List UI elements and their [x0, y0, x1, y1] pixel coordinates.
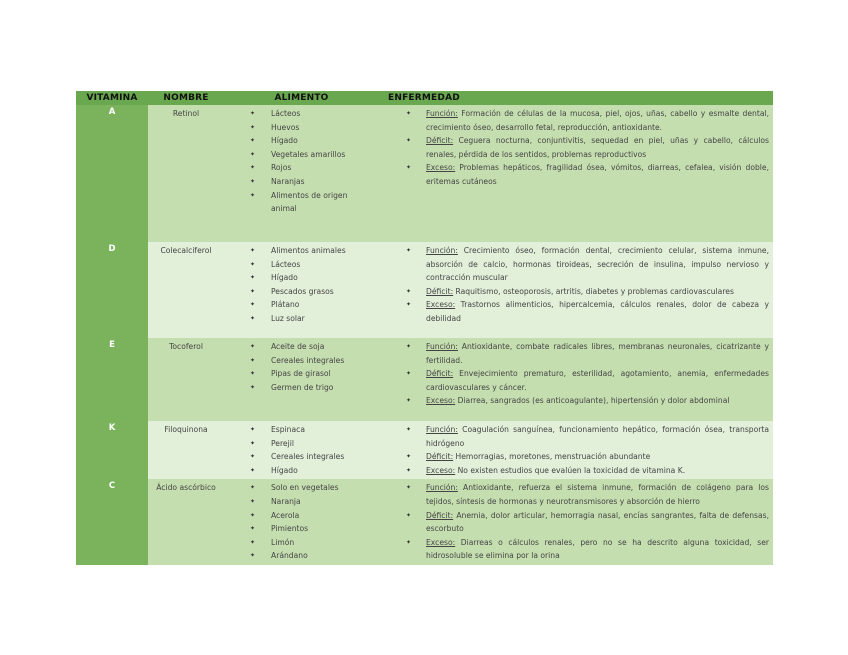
deficit-label: Déficit:	[426, 452, 454, 462]
exceso-item	[406, 464, 769, 478]
deficit-text: Ceguera nocturna, conjuntivitis, sequedad en piel, uñas y cabello, cálculos renales, pérdida de los sentidos, problemas reproductivos	[426, 136, 769, 159]
exceso-label: Exceso:	[426, 465, 456, 475]
disease-list	[383, 107, 769, 189]
exceso-text: No existen estudios que evalúen la toxicidad de vitamina K.	[455, 465, 686, 475]
exceso-item	[406, 298, 769, 325]
disease-cell	[379, 338, 773, 421]
exceso-label: Exceso:	[426, 163, 456, 173]
food-item: ✦ Rojos	[250, 161, 375, 175]
food-item: ✦ Plátano	[250, 298, 375, 312]
deficit-label: Déficit:	[426, 286, 454, 296]
food-list	[228, 107, 375, 216]
food-item: ✦ Perejil	[250, 437, 375, 451]
vitamin-letter: A	[76, 105, 148, 242]
disease-cell	[379, 421, 773, 479]
funcion-text: Antioxidante, refuerza el sistema inmune, formación de colágeno para los tejidos, síntesis de hormonas y neurotransmisores y absorción de hierro	[426, 483, 769, 506]
funcion-item	[406, 340, 769, 367]
food-item: ✦ Solo en vegetales	[250, 481, 375, 495]
vitamin-name: Filoquinona	[148, 421, 224, 479]
deficit-label: Déficit:	[426, 136, 454, 146]
food-item: ✦ Arándano	[250, 549, 375, 563]
disease-cell	[379, 105, 773, 242]
disease-list	[383, 423, 769, 477]
food-item: ✦ Luz solar	[250, 312, 375, 326]
exceso-label: Exceso:	[426, 537, 456, 547]
food-item: ✦ Lácteos	[250, 258, 375, 272]
food-item: ✦ Vegetales amarillos	[250, 148, 375, 162]
food-item: ✦ Acerola	[250, 509, 375, 523]
food-item: ✦ Naranjas	[250, 175, 375, 189]
header-enfermedad: ENFERMEDAD	[379, 91, 773, 105]
food-cell	[224, 105, 379, 242]
disease-list	[383, 244, 769, 326]
header-nombre: NOMBRE	[148, 91, 224, 105]
food-item: ✦ Aceite de soja	[250, 340, 375, 354]
exceso-text: Diarrea, sangrados (es anticoagulante), hipertensión y dolor abdominal	[455, 396, 730, 406]
deficit-item	[406, 509, 769, 536]
deficit-text: Anemia, dolor articular, hemorragia nasal, encías sangrantes, falta de defensas, escorbuto	[426, 510, 769, 534]
food-list	[228, 423, 375, 477]
vitamin-letter: E	[76, 338, 148, 421]
deficit-text: Hemorragias, moretones, menstruación abundante	[453, 452, 651, 462]
funcion-label: Función:	[426, 483, 458, 493]
food-item: ✦ Limón	[250, 536, 375, 550]
food-item: ✦ Pimientos	[250, 522, 375, 536]
funcion-label: Función:	[426, 425, 458, 434]
food-list	[228, 481, 375, 563]
food-cell	[224, 338, 379, 421]
vitamin-name: Colecalciferol	[148, 242, 224, 338]
food-item: ✦ Naranja	[250, 495, 375, 509]
vitamin-name: Tocoferol	[148, 338, 224, 421]
food-cell	[224, 479, 379, 565]
funcion-item	[406, 423, 769, 450]
food-item: ✦ Hígado	[250, 271, 375, 285]
table-row	[76, 479, 773, 565]
food-item: ✦ Lácteos	[250, 107, 375, 121]
exceso-label: Exceso:	[426, 396, 456, 406]
food-item: ✦ Cereales integrales	[250, 354, 375, 368]
exceso-item	[406, 161, 769, 188]
funcion-label: Función:	[426, 342, 458, 351]
food-item: ✦ Espinaca	[250, 423, 375, 437]
exceso-item	[406, 536, 769, 563]
exceso-text: Trastornos alimenticios, hipercalcemia, cálculos renales, dolor de cabeza y debilidad	[426, 300, 769, 323]
vitamin-name: Retinol	[148, 105, 224, 242]
funcion-label: Función:	[426, 246, 458, 255]
food-item: ✦ Alimentos de origen animal	[250, 189, 375, 216]
food-item: ✦ Hígado	[250, 134, 375, 148]
vitamin-letter: D	[76, 242, 148, 338]
exceso-text: Problemas hepáticos, fragilidad ósea, vómitos, diarreas, cefalea, visión doble, eritemas cutáneos	[426, 163, 769, 186]
food-item: ✦ Huevos	[250, 121, 375, 135]
vitamin-letter: C	[76, 479, 148, 565]
funcion-item	[406, 244, 769, 285]
deficit-label: Déficit:	[426, 369, 454, 379]
food-cell	[224, 421, 379, 479]
food-item: ✦ Alimentos animales	[250, 244, 375, 258]
food-item: ✦ Germen de trigo	[250, 381, 375, 395]
vitamins-table	[76, 91, 773, 565]
food-list	[228, 340, 375, 394]
table-row	[76, 421, 773, 479]
vitamin-name: Ácido ascórbico	[148, 479, 224, 565]
food-item: ✦ Pipas de girasol	[250, 367, 375, 381]
exceso-label: Exceso:	[426, 300, 456, 310]
funcion-text: Crecimiento óseo, formación dental, crecimiento celular, sistema inmune, absorción de calcio, hormonas tiroideas, secreción de insulina, impulso nervioso y contracción muscular	[426, 246, 769, 283]
table-row	[76, 242, 773, 338]
table-row	[76, 338, 773, 421]
deficit-item	[406, 285, 769, 299]
food-item: ✦ Hígado	[250, 464, 375, 478]
deficit-item	[406, 450, 769, 464]
funcion-text: Coagulación sanguínea, funcionamiento hepático, formación ósea, transporta hidrógeno	[426, 425, 769, 448]
table-row	[76, 105, 773, 242]
funcion-label: Función:	[426, 109, 458, 118]
disease-list	[383, 340, 769, 408]
vitamin-letter: K	[76, 421, 148, 479]
header-alimento: ALIMENTO	[224, 91, 379, 105]
deficit-text: Raquitismo, osteoporosis, artritis, diabetes y problemas cardiovasculares	[453, 286, 734, 296]
food-list	[228, 244, 375, 326]
deficit-item	[406, 367, 769, 394]
disease-cell	[379, 479, 773, 565]
exceso-item	[406, 394, 769, 408]
deficit-item	[406, 134, 769, 161]
deficit-label: Déficit:	[426, 510, 454, 520]
header-vitamina: VITAMINA	[76, 91, 148, 105]
food-item: ✦ Pescados grasos	[250, 285, 375, 299]
funcion-item	[406, 481, 769, 508]
exceso-text: Diarreas o cálculos renales, pero no se ha descrito alguna toxicidad, ser hidrosoluble se elimina por la orina	[426, 537, 769, 561]
funcion-text: Antioxidante, combate radicales libres, membranas neuronales, cicatrizante y fertilidad.	[426, 342, 769, 365]
funcion-text: Formación de células de la mucosa, piel, ojos, uñas, cabello y esmalte dental, crecimiento óseo, desarrollo fetal, reproducción, antioxidante.	[426, 109, 769, 132]
food-cell	[224, 242, 379, 338]
header-row	[76, 91, 773, 105]
deficit-text: Envejecimiento prematuro, esterilidad, agotamiento, anemia, enfermedades cardiovasculares y cáncer.	[426, 369, 769, 392]
disease-cell	[379, 242, 773, 338]
funcion-item	[406, 107, 769, 134]
food-item: ✦ Cereales integrales	[250, 450, 375, 464]
disease-list	[383, 481, 769, 563]
